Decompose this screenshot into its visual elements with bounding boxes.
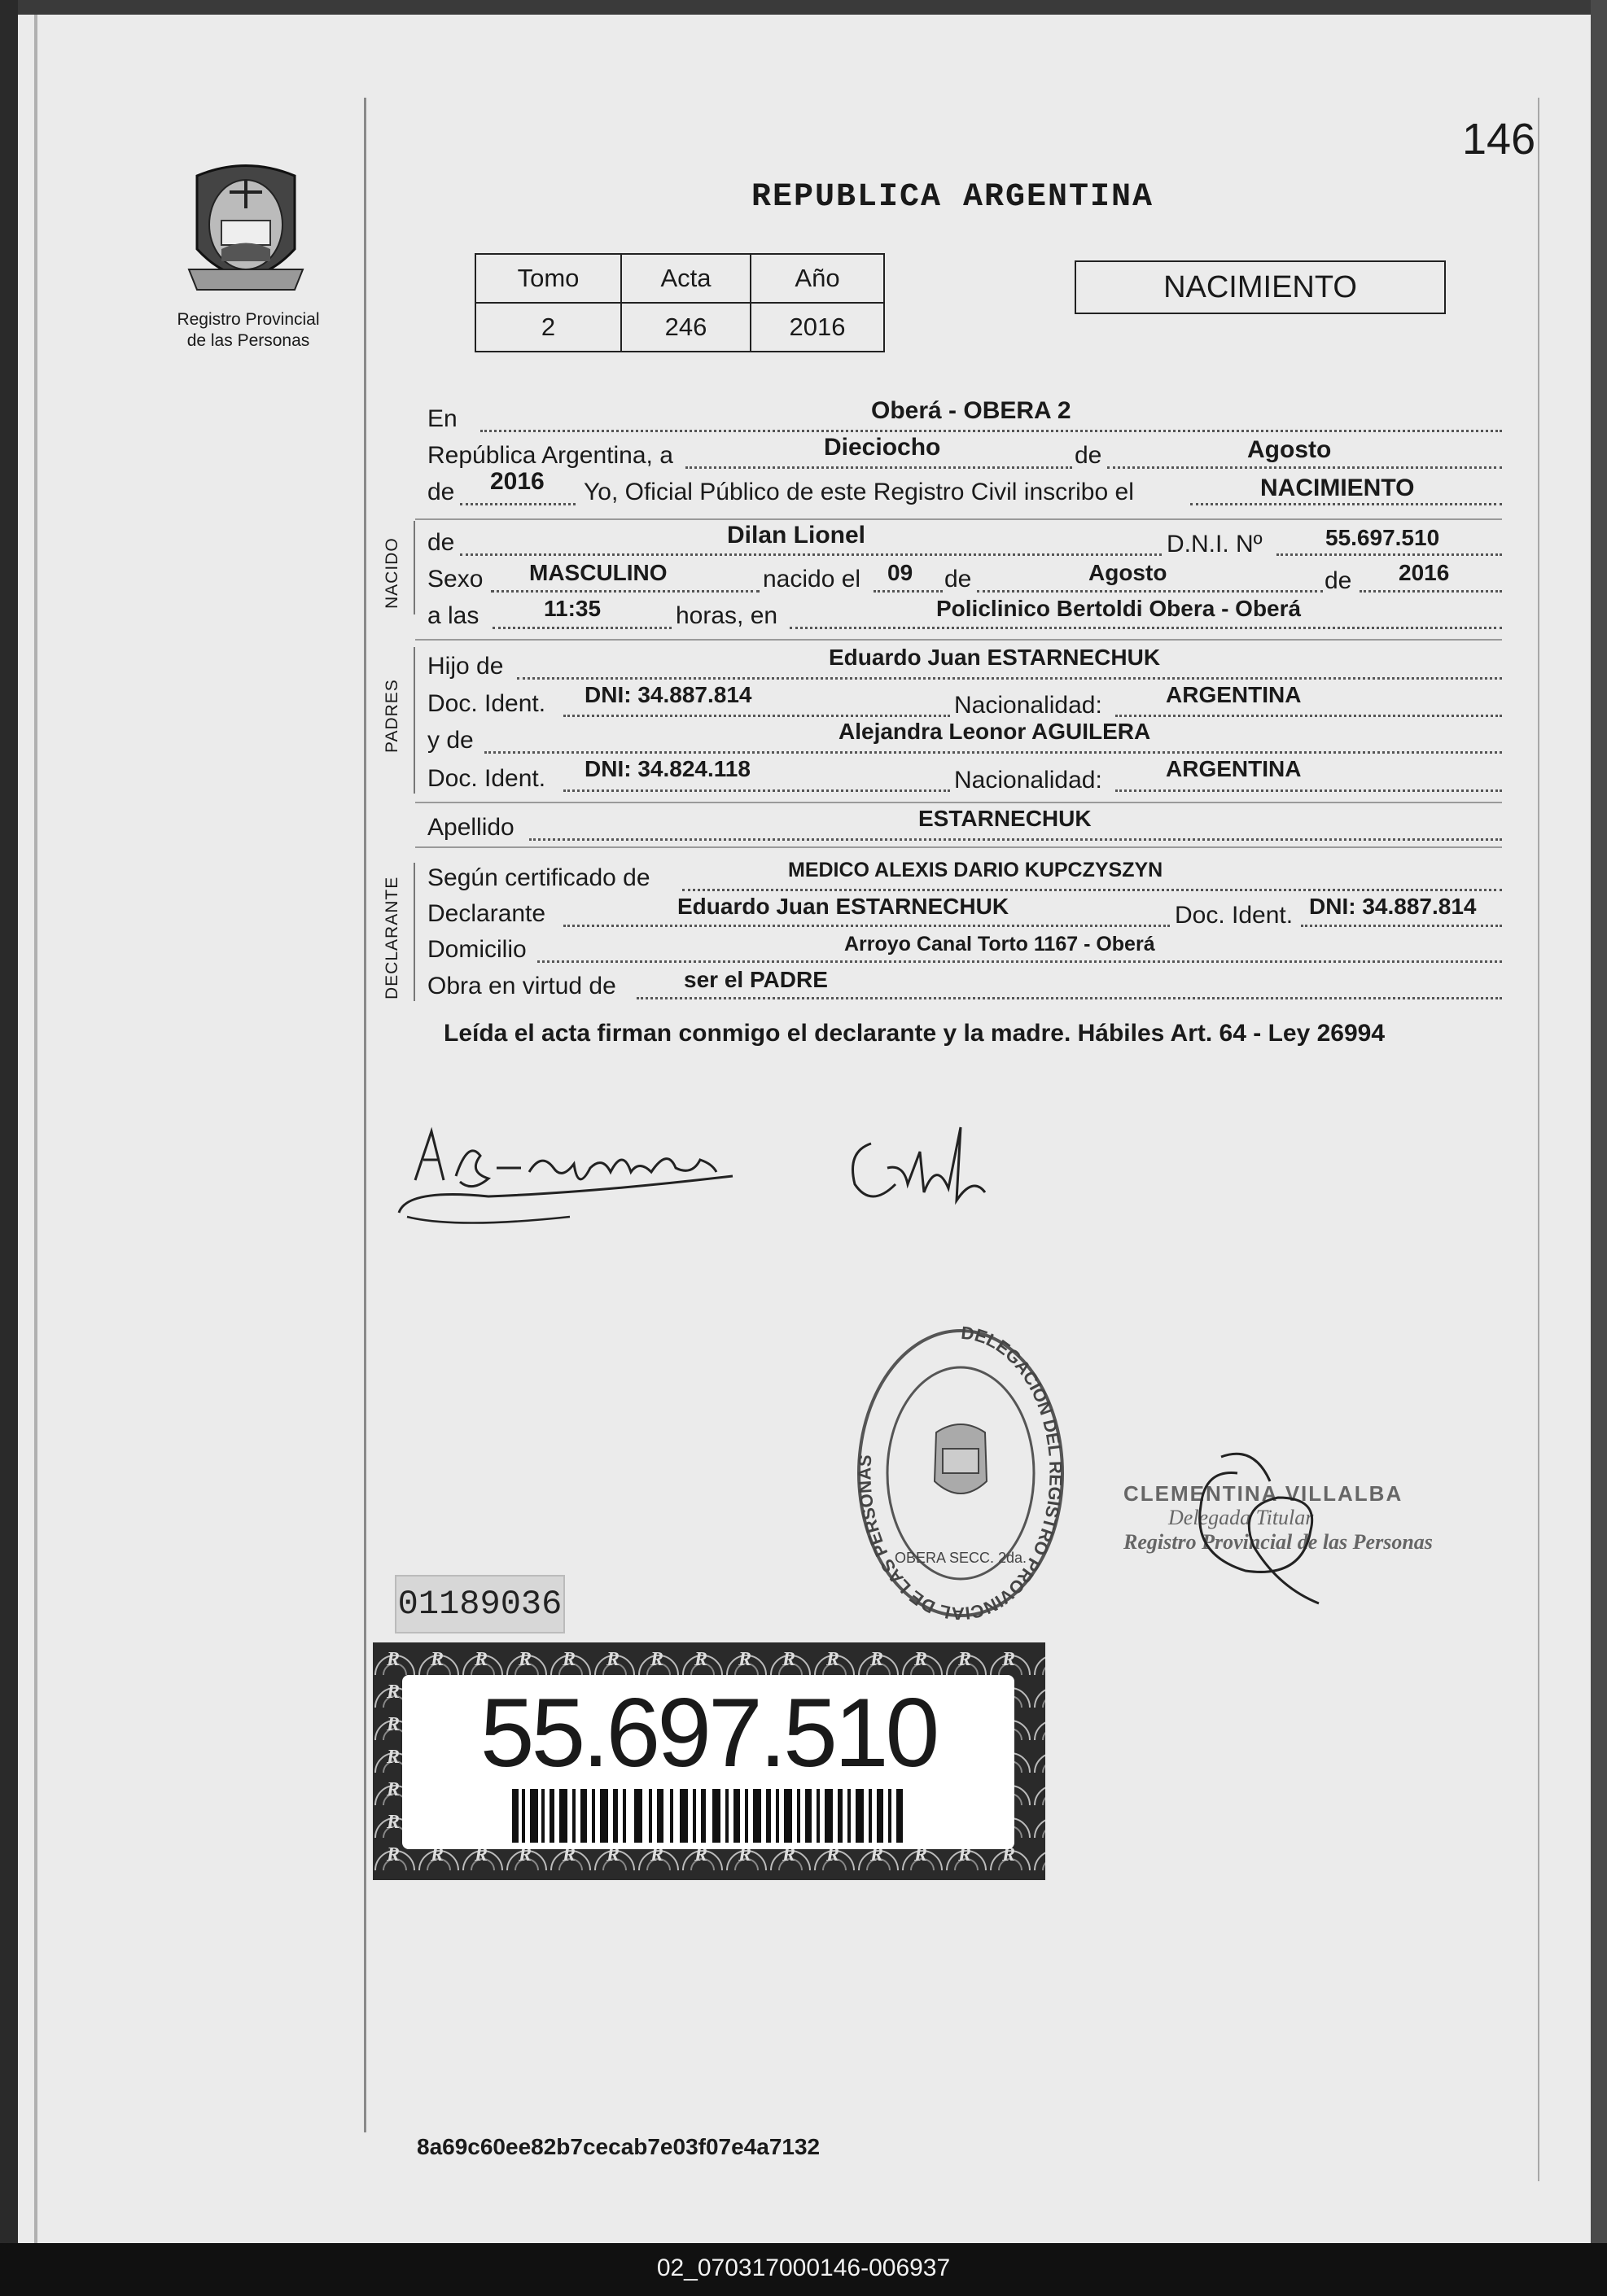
value-domicilio: Arroyo Canal Torto 1167 - Oberá xyxy=(844,933,1155,956)
label-hijo-de: Hijo de xyxy=(427,653,504,680)
acta-header: Acta xyxy=(621,254,751,303)
value-nombre: Dilan Lionel xyxy=(727,522,866,549)
misiones-coat-of-arms-icon xyxy=(181,160,311,298)
section-bar-padres xyxy=(414,647,415,794)
signature-registrar-icon xyxy=(1156,1441,1335,1620)
dotted-line xyxy=(563,925,1170,927)
dotted-line xyxy=(682,889,1502,891)
label-de-mes: de xyxy=(1075,442,1102,469)
section-bar-declarante xyxy=(414,863,415,1001)
footer-id: 02_070317000146-006937 xyxy=(656,2254,951,2281)
label-doc-ident-3: Doc. Ident. xyxy=(1175,902,1294,929)
page-number: 146 xyxy=(1462,115,1536,164)
label-de-nombre: de xyxy=(427,529,455,556)
dotted-line xyxy=(460,503,576,505)
barcode-label xyxy=(373,1642,1045,1880)
dotted-line xyxy=(637,997,1502,999)
label-apellido: Apellido xyxy=(427,814,515,841)
label-horas-en: horas, en xyxy=(676,602,778,629)
registrar-role: Delegada Titular xyxy=(1168,1506,1314,1529)
dotted-line xyxy=(685,466,1072,469)
seal-bottom-text: OBERA SECC. 2da. xyxy=(894,1550,1027,1566)
value-madre-doc: DNI: 34.824.118 xyxy=(585,756,751,781)
section-divider xyxy=(415,639,1502,641)
side-label-declarante: DECLARANTE xyxy=(383,876,401,999)
signature-declarant-icon xyxy=(839,1119,1001,1225)
value-hora: 11:35 xyxy=(544,596,602,621)
label-y-de: y de xyxy=(427,727,474,754)
label-a-las: a las xyxy=(427,602,479,629)
control-code: 01189036 xyxy=(395,1575,565,1633)
dotted-line xyxy=(790,627,1502,629)
dotted-line xyxy=(491,590,760,593)
dotted-line xyxy=(977,590,1323,593)
label-de-mes-nac: de xyxy=(944,566,972,593)
value-sexo: MASCULINO xyxy=(529,560,668,585)
label-doc-ident-2: Doc. Ident. xyxy=(427,765,546,792)
dotted-line xyxy=(874,590,943,593)
scan-edge-right xyxy=(1591,0,1607,2296)
dotted-line xyxy=(529,838,1502,841)
value-padre: Eduardo Juan ESTARNECHUK xyxy=(829,645,1161,670)
dotted-line xyxy=(1301,925,1502,927)
barcode-icon xyxy=(512,1789,903,1843)
label-nacionalidad-1: Nacionalidad: xyxy=(954,692,1102,719)
value-madre: Alejandra Leonor AGUILERA xyxy=(839,719,1151,744)
value-padre-nac: ARGENTINA xyxy=(1166,682,1302,707)
dotted-line xyxy=(1115,789,1502,792)
value-mes-nac: Agosto xyxy=(1088,560,1167,585)
dotted-line xyxy=(480,430,1502,432)
label-declarante: Declarante xyxy=(427,900,546,927)
value-declarante-doc: DNI: 34.887.814 xyxy=(1309,894,1477,919)
value-padre-doc: DNI: 34.887.814 xyxy=(585,682,752,707)
dotted-line xyxy=(493,627,672,629)
acta-value: 246 xyxy=(621,303,751,352)
dotted-line xyxy=(1190,503,1502,505)
anio-header: Año xyxy=(751,254,884,303)
label-nacido-el: nacido el xyxy=(763,566,861,593)
registry-caption xyxy=(155,309,342,352)
value-anio-nac: 2016 xyxy=(1399,560,1450,585)
section-divider xyxy=(415,802,1502,803)
tomo-header: Tomo xyxy=(475,254,621,303)
registry-table xyxy=(475,253,885,352)
label-doc-ident-1: Doc. Ident. xyxy=(427,690,546,717)
side-label-nacido: NACIDO xyxy=(383,537,401,609)
barcode-number: 55.697.510 xyxy=(479,1678,937,1787)
label-obra: Obra en virtud de xyxy=(427,973,616,999)
document-title: REPUBLICA ARGENTINA xyxy=(751,179,1154,216)
value-acto: NACIMIENTO xyxy=(1260,475,1415,501)
dotted-line xyxy=(484,751,1502,754)
registry-seal-icon xyxy=(847,1319,1075,1628)
value-dni: 55.697.510 xyxy=(1325,525,1440,550)
registry-caption-line1: Registro Provincial xyxy=(177,310,320,329)
label-segun: Según certificado de xyxy=(427,864,650,891)
value-apellido: ESTARNECHUK xyxy=(918,806,1092,831)
section-divider xyxy=(415,846,1502,848)
label-dni: D.N.I. Nº xyxy=(1167,531,1263,558)
dotted-line xyxy=(563,715,950,717)
value-certificado: MEDICO ALEXIS DARIO KUPCZYSZYN xyxy=(788,859,1163,881)
value-mes: Agosto xyxy=(1247,436,1332,463)
record-type-box: NACIMIENTO xyxy=(1075,260,1446,314)
document-hash: 8a69c60ee82b7cecab7e03f07e4a7132 xyxy=(417,2134,821,2159)
value-dia-nac: 09 xyxy=(887,560,913,585)
page-edge-line xyxy=(34,15,37,2245)
label-nacionalidad-2: Nacionalidad: xyxy=(954,767,1102,794)
value-lugar: Oberá - OBERA 2 xyxy=(871,397,1071,424)
value-madre-nac: ARGENTINA xyxy=(1166,756,1302,781)
signature-mother-icon xyxy=(391,1115,749,1245)
dotted-line xyxy=(1360,590,1502,593)
scan-edge-left xyxy=(0,0,18,2296)
label-de-anio-nac: de xyxy=(1325,567,1352,594)
label-sexo: Sexo xyxy=(427,566,484,593)
registry-caption-line2: de las Personas xyxy=(186,331,310,350)
value-anio: 2016 xyxy=(490,468,545,495)
section-bar-nacido xyxy=(414,521,415,614)
label-de-anio: de xyxy=(427,479,455,505)
label-en: En xyxy=(427,405,458,432)
right-margin-rule xyxy=(1538,98,1539,2181)
barcode-white-panel xyxy=(402,1675,1014,1849)
dotted-line xyxy=(563,789,950,792)
value-obra: ser el PADRE xyxy=(684,967,828,992)
dotted-line xyxy=(517,677,1502,680)
dotted-line xyxy=(1276,553,1502,556)
closing-statement: Leída el acta firman conmigo el declarante y la madre. Hábiles Art. 64 - Ley 26994 xyxy=(444,1020,1386,1047)
side-label-padres: PADRES xyxy=(383,679,401,753)
dotted-line xyxy=(1115,715,1502,717)
label-republica: República Argentina, a xyxy=(427,442,673,469)
left-margin-rule xyxy=(364,98,366,2132)
dotted-line xyxy=(460,553,1162,556)
registrar-name: CLEMENTINA VILLALBA xyxy=(1123,1481,1403,1506)
value-lugar-nac: Policlinico Bertoldi Obera - Oberá xyxy=(936,596,1302,621)
label-yo: Yo, Oficial Público de este Registro Civil inscribo el xyxy=(584,479,1134,505)
value-declarante: Eduardo Juan ESTARNECHUK xyxy=(677,894,1009,919)
label-domicilio: Domicilio xyxy=(427,936,527,963)
tomo-value: 2 xyxy=(475,303,621,352)
value-dia: Dieciocho xyxy=(824,434,941,461)
dotted-line xyxy=(537,960,1502,963)
registrar-org: Registro Provincial de las Personas xyxy=(1123,1530,1433,1554)
anio-value: 2016 xyxy=(751,303,884,352)
section-divider xyxy=(415,518,1502,520)
seal-ring-text: DELEGACION DEL REGISTRO PROVINCIAL DE LAS PERSONAS xyxy=(854,1322,1066,1625)
dotted-line xyxy=(1107,466,1502,469)
